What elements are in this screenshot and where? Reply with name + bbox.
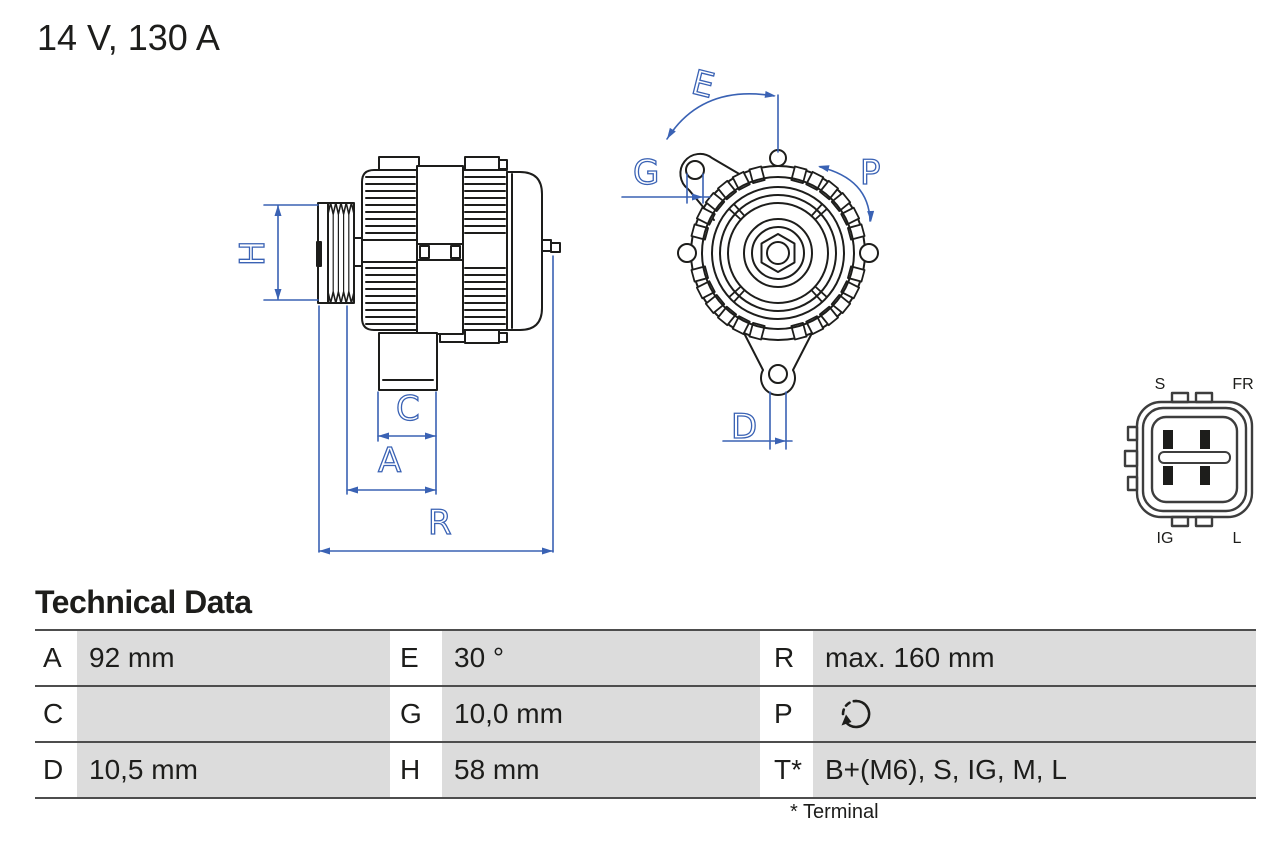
param-key: R: [760, 631, 813, 685]
param-value: B+(M6), S, IG, M, L: [813, 743, 1256, 797]
dim-label-r: R: [428, 503, 452, 543]
alternator-side-view: [317, 157, 560, 390]
param-key: A: [35, 631, 77, 685]
dim-label-g: G: [633, 153, 660, 193]
connector-label-fr: FR: [1232, 376, 1254, 393]
param-value: 10,0 mm: [442, 687, 760, 741]
param-value: [813, 687, 1256, 741]
param-value: 30 °: [442, 631, 760, 685]
param-key: P: [760, 687, 813, 741]
dim-label-d: D: [731, 407, 758, 447]
dim-label-p: P: [860, 153, 881, 193]
rotation-direction-icon: [831, 693, 877, 735]
terminal-footnote: * Terminal: [790, 801, 879, 823]
param-key: H: [390, 743, 442, 797]
connector-label-l: L: [1232, 530, 1242, 547]
table-row: [35, 743, 1256, 799]
dim-label-a: A: [378, 441, 402, 481]
param-key: D: [35, 743, 77, 797]
dim-label-e: E: [687, 62, 719, 107]
param-key: E: [390, 631, 442, 685]
param-key: G: [390, 687, 442, 741]
technical-data-table: [35, 629, 1256, 799]
param-value: [77, 687, 390, 741]
param-value: 58 mm: [442, 743, 760, 797]
dim-label-h: H: [233, 240, 273, 266]
dim-label-c: C: [396, 389, 420, 429]
param-value: 92 mm: [77, 631, 390, 685]
connector-label-ig: IG: [1156, 530, 1174, 547]
table-row: [35, 687, 1256, 743]
param-value: 10,5 mm: [77, 743, 390, 797]
connector-label-s: S: [1154, 376, 1166, 393]
table-row: [35, 631, 1256, 687]
product-rating: 14 V, 130 A: [37, 17, 220, 58]
param-key: T*: [760, 743, 813, 797]
alternator-front-view: [678, 150, 878, 395]
connector-diagram: [1125, 376, 1254, 547]
section-title: Technical Data: [35, 584, 252, 620]
param-key: C: [35, 687, 77, 741]
param-value: max. 160 mm: [813, 631, 1256, 685]
